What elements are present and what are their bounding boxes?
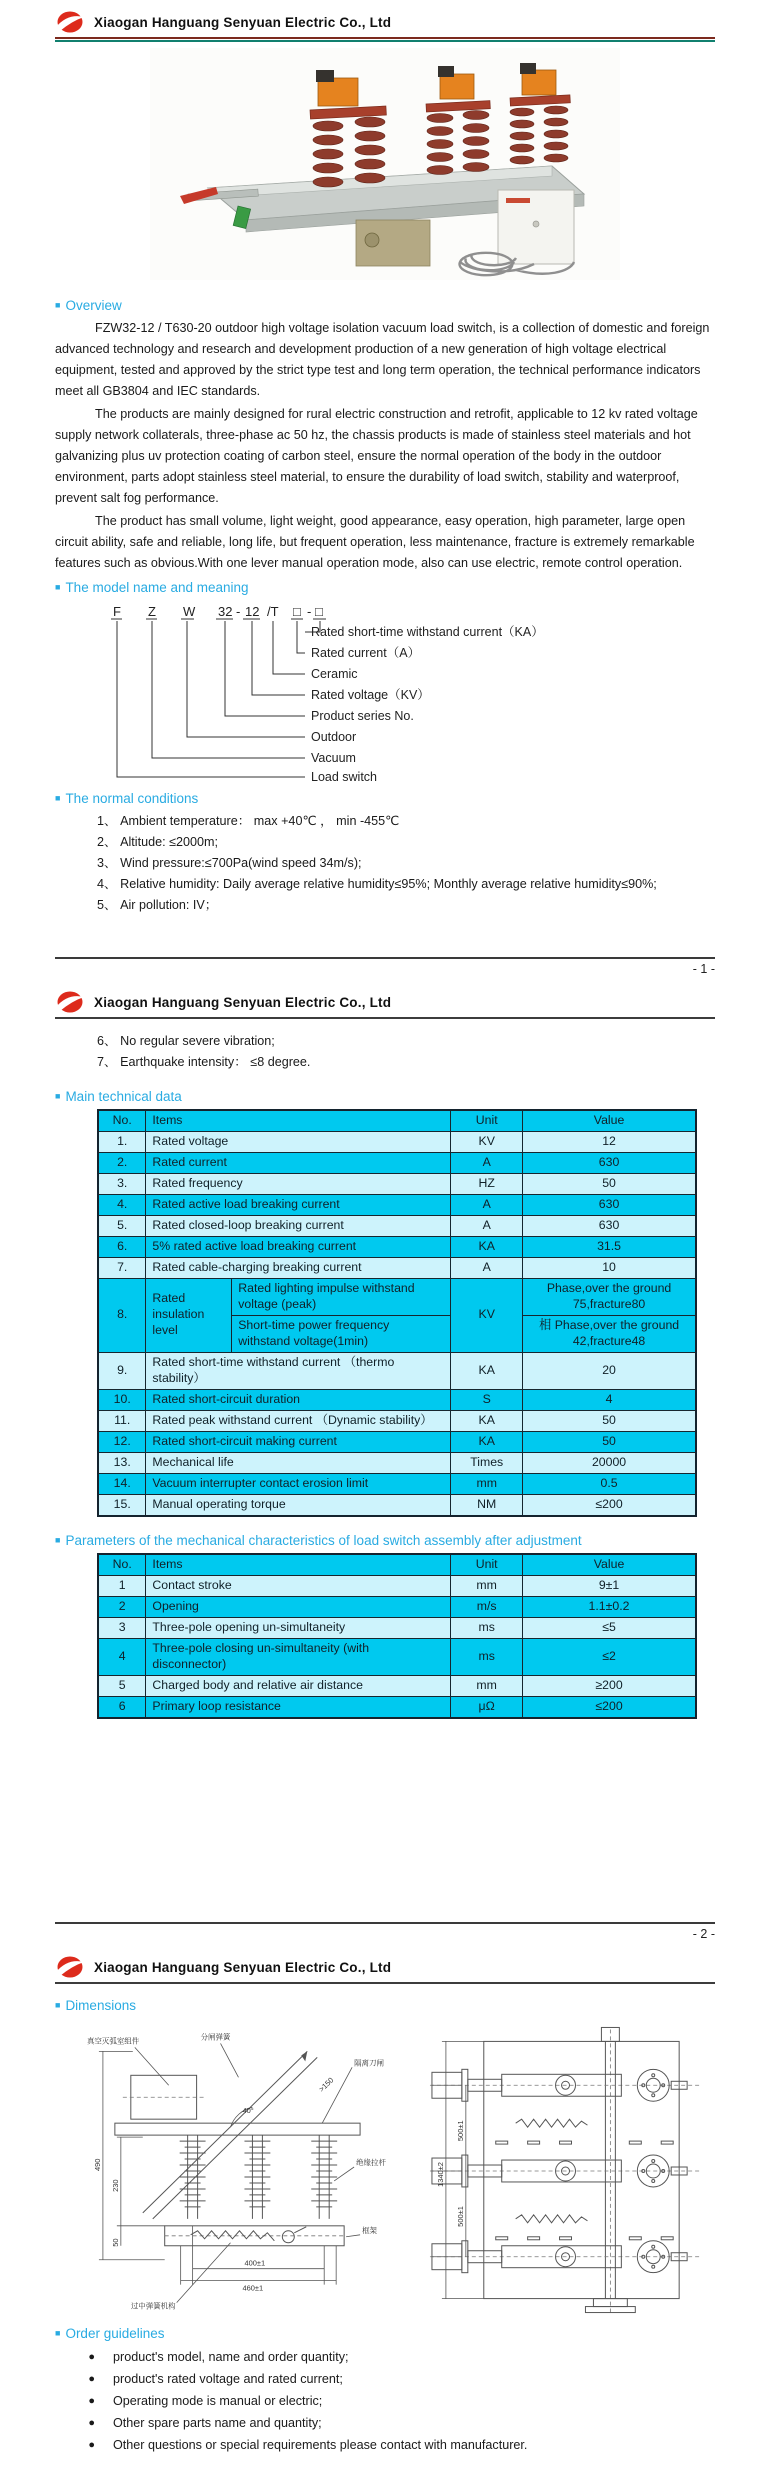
cell: Rated lighting impulse withstand voltage (peak) — [232, 1278, 451, 1315]
condition-item: 4、 Relative humidity: Daily average relative humidity≤95%; Monthly average relative humidity≤90%; — [97, 877, 657, 891]
table-row — [98, 1257, 696, 1278]
cell: 20000 — [523, 1452, 696, 1473]
cell: ms — [451, 1617, 523, 1638]
cell: 5. — [98, 1215, 146, 1236]
cell: ≤5 — [523, 1617, 696, 1638]
overview-paragraph-2: The products are mainly designed for rural electric construction and retrofit, applicable to 12 kv rated voltage supply network collaterals, three-phase ac 50 hz, the chassis products is made of stainless steel materials and hot galvanizing plus uv protection coating of carbon steel, ensure the normal operation of the body in the outdoor environment, parts adopt stainless steel material, to ensure the durability of load switch, stability and waterproof, prevent salt fog performance. — [55, 407, 698, 505]
table-header-row — [98, 1110, 696, 1131]
svg-text:Rated current（A）: Rated current（A） — [311, 646, 421, 660]
cell: 4. — [98, 1194, 146, 1215]
bullet-icon: ● — [88, 2351, 95, 2363]
cell: 9. — [98, 1352, 146, 1389]
cell: 20 — [523, 1352, 696, 1389]
cell: 1. — [98, 1131, 146, 1152]
company-header — [0, 0, 770, 34]
cell: A — [451, 1152, 523, 1173]
cell: Rated frequency — [146, 1173, 451, 1194]
page-number: - 2 - — [692, 1927, 715, 1941]
table-row — [98, 1452, 696, 1473]
cell: 630 — [523, 1215, 696, 1236]
main-technical-data-title: ■ Main technical data — [55, 1089, 182, 1104]
cell: HZ — [451, 1173, 523, 1194]
cell: 0.5 — [523, 1473, 696, 1494]
svg-text:Load switch: Load switch — [311, 770, 378, 782]
svg-text:500±1: 500±1 — [455, 2120, 465, 2142]
svg-text:绝缘拉杆: 绝缘拉杆 — [356, 2158, 386, 2168]
cell: 9±1 — [523, 1575, 696, 1596]
table-row — [98, 1194, 696, 1215]
cell: m/s — [451, 1596, 523, 1617]
cell: Rated active load breaking current — [146, 1194, 451, 1215]
cell: KV — [451, 1131, 523, 1152]
svg-text:-: - — [236, 604, 241, 619]
condition-item: 7、 Earthquake intensity： ≤8 degree. — [97, 1055, 311, 1069]
condition-item: 3、 Wind pressure:≤700Pa(wind speed 34m/s); — [97, 856, 362, 870]
cell: Contact stroke — [146, 1575, 451, 1596]
bullet-icon: ● — [88, 2439, 95, 2451]
order-guidelines-title: ■ Order guidelines — [55, 2326, 165, 2341]
svg-text:Z: Z — [148, 604, 156, 619]
col-items: Items — [146, 1554, 451, 1575]
cell: Three-pole opening un-simultaneity — [146, 1617, 451, 1638]
cell: 10 — [523, 1257, 696, 1278]
header-rule — [55, 37, 715, 42]
cell: A — [451, 1257, 523, 1278]
cell: 50 — [523, 1173, 696, 1194]
col-value: Value — [523, 1554, 696, 1575]
cell: 3 — [98, 1617, 146, 1638]
condition-item: 1、 Ambient temperature： max +40℃ ， min -455℃ — [97, 814, 400, 828]
table-row — [98, 1389, 696, 1410]
col-unit: Unit — [451, 1554, 523, 1575]
cell: Rated short-circuit making current — [146, 1431, 451, 1452]
page-2 — [0, 980, 770, 1945]
page-1 — [0, 0, 770, 980]
cell: Rated cable-charging breaking current — [146, 1257, 451, 1278]
cell: Opening — [146, 1596, 451, 1617]
table-row — [98, 1236, 696, 1257]
order-guideline-item: ● product's rated voltage and rated current; — [55, 2368, 715, 2390]
cell: mm — [451, 1473, 523, 1494]
page-1-footer — [55, 957, 715, 976]
col-no: No. — [98, 1110, 146, 1131]
bullet-icon: ● — [88, 2395, 95, 2407]
table-row — [98, 1617, 696, 1638]
cell: 4 — [98, 1638, 146, 1675]
table-row — [98, 1596, 696, 1617]
cell: Times — [451, 1452, 523, 1473]
cell: 14. — [98, 1473, 146, 1494]
product-photo — [0, 48, 770, 285]
order-guideline-item: ● product's model, name and order quantity; — [55, 2346, 715, 2368]
svg-text:50: 50 — [110, 2238, 120, 2247]
col-unit: Unit — [451, 1110, 523, 1131]
page-number: - 1 - — [692, 962, 715, 976]
svg-text:过中弹簧机构: 过中弹簧机构 — [130, 2301, 176, 2311]
mechanical-parameters-table — [97, 1553, 697, 1719]
svg-text:400±1: 400±1 — [244, 2258, 266, 2268]
cell: ≥200 — [523, 1675, 696, 1696]
table-row — [98, 1473, 696, 1494]
cell: 1 — [98, 1575, 146, 1596]
svg-text:40°: 40° — [242, 2106, 254, 2116]
table-row — [98, 1131, 696, 1152]
cell: 10. — [98, 1389, 146, 1410]
page-2-footer — [55, 1922, 715, 1941]
overview-paragraph-1: FZW32-12 / T630-20 outdoor high voltage isolation vacuum load switch, is a collection of domestic and foreign advanced technology and research and development production of a new generation of high voltage electrical equipment, tested and approved by the strict type test and long term operation, the technical performance indicators meet all GB3804 and IEC standards. — [55, 321, 710, 398]
cell: mm — [451, 1575, 523, 1596]
cell: 11. — [98, 1410, 146, 1431]
table-row — [98, 1431, 696, 1452]
cell: A — [451, 1194, 523, 1215]
svg-text:-: - — [307, 604, 312, 619]
svg-text:460±1: 460±1 — [242, 2283, 264, 2293]
cell: Short-time power frequency withstand voltage(1min) — [232, 1315, 451, 1352]
table-row — [98, 1352, 696, 1389]
dimensions-title: ■ Dimensions — [55, 1998, 136, 2013]
cell: 12 — [523, 1131, 696, 1152]
order-guideline-item: ● Operating mode is manual or electric; — [55, 2390, 715, 2412]
cell: Vacuum interrupter contact erosion limit — [146, 1473, 451, 1494]
company-logo — [55, 990, 85, 1014]
cell: Rated short-time withstand current （thermo stability） — [146, 1352, 451, 1389]
cell: 4 — [523, 1389, 696, 1410]
svg-text:□: □ — [315, 604, 323, 619]
cell: ≤200 — [523, 1494, 696, 1515]
cell: 31.5 — [523, 1236, 696, 1257]
cell: 630 — [523, 1194, 696, 1215]
col-items: Items — [146, 1110, 451, 1131]
cell: 3. — [98, 1173, 146, 1194]
svg-text:500±1: 500±1 — [455, 2206, 465, 2227]
model-meaning-title: ■ The model name and meaning — [55, 580, 249, 595]
cell: Primary loop resistance — [146, 1696, 451, 1717]
cell: 630 — [523, 1152, 696, 1173]
table-row — [98, 1410, 696, 1431]
cell: 7. — [98, 1257, 146, 1278]
company-header — [0, 980, 770, 1014]
svg-text:分闸弹簧: 分闸弹簧 — [200, 2032, 231, 2042]
company-name: Xiaogan Hanguang Senyuan Electric Co., Ltd — [94, 994, 392, 1010]
table-row — [98, 1675, 696, 1696]
company-header — [0, 1945, 770, 1979]
cell: Manual operating torque — [146, 1494, 451, 1515]
svg-text:Vacuum: Vacuum — [311, 751, 356, 765]
svg-text:12: 12 — [245, 604, 260, 619]
table-row — [98, 1696, 696, 1717]
cell: 50 — [523, 1410, 696, 1431]
table-row — [98, 1152, 696, 1173]
main-technical-table — [97, 1109, 697, 1517]
svg-text:490: 490 — [92, 2158, 102, 2171]
cell: 1.1±0.2 — [523, 1596, 696, 1617]
cell: Three-pole closing un-simultaneity (with disconnector) — [146, 1638, 451, 1675]
company-name: Xiaogan Hanguang Senyuan Electric Co., Ltd — [94, 1959, 392, 1975]
cell: KV — [451, 1278, 523, 1352]
cell: ≤2 — [523, 1638, 696, 1675]
cell: Charged body and relative air distance — [146, 1675, 451, 1696]
cell: S — [451, 1389, 523, 1410]
cell: Rated closed-loop breaking current — [146, 1215, 451, 1236]
bullet-icon: ● — [88, 2417, 95, 2429]
cell: 5 — [98, 1675, 146, 1696]
cell: mm — [451, 1675, 523, 1696]
model-code — [113, 604, 323, 619]
cell: Rated voltage — [146, 1131, 451, 1152]
cell: Rated peak withstand current （Dynamic stability） — [146, 1410, 451, 1431]
svg-text:230: 230 — [110, 2179, 120, 2192]
svg-text:隔离刀闸: 隔离刀闸 — [354, 2058, 384, 2068]
cell: 2 — [98, 1596, 146, 1617]
condition-item: 6、 No regular severe vibration; — [97, 1034, 275, 1048]
cell: KA — [451, 1410, 523, 1431]
overview-paragraph-3: The product has small volume, light weight, good appearance, easy operation, high parameter, large open circuit ability, safe and reliable, long life, but frequent operation, less maintenance, fracture is extremely remarkable features such as obvious.With one lever manual operation mode, also can use electric, remote control operation. — [55, 514, 695, 570]
table-row — [98, 1215, 696, 1236]
cell: 5% rated active load breaking current — [146, 1236, 451, 1257]
cell: KA — [451, 1352, 523, 1389]
cell: 8. — [98, 1278, 146, 1352]
table-row — [98, 1278, 696, 1315]
svg-text:□: □ — [293, 604, 301, 619]
svg-text:真空灭弧室组件: 真空灭弧室组件 — [86, 2036, 140, 2046]
cell: Rated short-circuit duration — [146, 1389, 451, 1410]
table-row — [98, 1575, 696, 1596]
company-logo — [55, 10, 85, 34]
svg-text:>150: >150 — [316, 2075, 336, 2094]
table-row — [98, 1494, 696, 1515]
cell: Rated insulation level — [146, 1278, 232, 1352]
overview-title: ■ Overview — [55, 298, 122, 313]
normal-conditions-title: ■ The normal conditions — [55, 791, 199, 806]
col-no: No. — [98, 1554, 146, 1575]
svg-text:Rated short-time withstand cur: Rated short-time withstand current（KA） — [311, 625, 544, 639]
cell: ms — [451, 1638, 523, 1675]
table-row — [98, 1638, 696, 1675]
cell: 50 — [523, 1431, 696, 1452]
page-3 — [0, 1945, 770, 2467]
cell: 15. — [98, 1494, 146, 1515]
cell: 6. — [98, 1236, 146, 1257]
cell: 相 Phase,over the ground 42,fracture48 — [523, 1315, 696, 1352]
cell: KA — [451, 1431, 523, 1452]
cell: 6 — [98, 1696, 146, 1717]
svg-text:Ceramic: Ceramic — [311, 667, 358, 681]
company-name: Xiaogan Hanguang Senyuan Electric Co., Ltd — [94, 14, 392, 30]
order-guideline-item: ● Other questions or special requirements please contact with manufacturer. — [55, 2434, 715, 2456]
col-value: Value — [523, 1110, 696, 1131]
cell: ≤200 — [523, 1696, 696, 1717]
table-header-row — [98, 1554, 696, 1575]
cell: NM — [451, 1494, 523, 1515]
svg-text:F: F — [113, 604, 121, 619]
svg-text:框架: 框架 — [362, 2225, 378, 2235]
svg-text:1340±2: 1340±2 — [435, 2162, 445, 2187]
table-row — [98, 1173, 696, 1194]
cell: Mechanical life — [146, 1452, 451, 1473]
front-view-drawing — [73, 2023, 402, 2318]
condition-item: 2、 Altitude: ≤2000m; — [97, 835, 219, 849]
top-view-drawing — [416, 2023, 715, 2318]
svg-text:W: W — [183, 604, 196, 619]
company-logo — [55, 1955, 85, 1979]
mechanical-parameters-title: ■ Parameters of the mechanical characteristics of load switch assembly after adjustment — [55, 1532, 582, 1548]
model-designation-diagram — [55, 600, 715, 782]
bullet-icon: ● — [88, 2373, 95, 2385]
cell: 2. — [98, 1152, 146, 1173]
cell: μΩ — [451, 1696, 523, 1717]
cell: Phase,over the ground 75,fracture80 — [523, 1278, 696, 1315]
cell: Rated current — [146, 1152, 451, 1173]
cell: 12. — [98, 1431, 146, 1452]
cell: A — [451, 1215, 523, 1236]
svg-text:32: 32 — [218, 604, 233, 619]
cell: 13. — [98, 1452, 146, 1473]
cell: KA — [451, 1236, 523, 1257]
condition-item: 5、 Air pollution: IV； — [97, 898, 218, 912]
svg-text:Outdoor: Outdoor — [311, 730, 357, 744]
svg-text:Rated voltage（KV）: Rated voltage（KV） — [311, 688, 430, 702]
order-guideline-item: ● Other spare parts name and quantity; — [55, 2412, 715, 2434]
dimension-drawings — [73, 2023, 715, 2318]
svg-text:/T: /T — [267, 604, 279, 619]
model-code-labels — [311, 625, 544, 782]
svg-text:Product series No.: Product series No. — [311, 709, 414, 723]
